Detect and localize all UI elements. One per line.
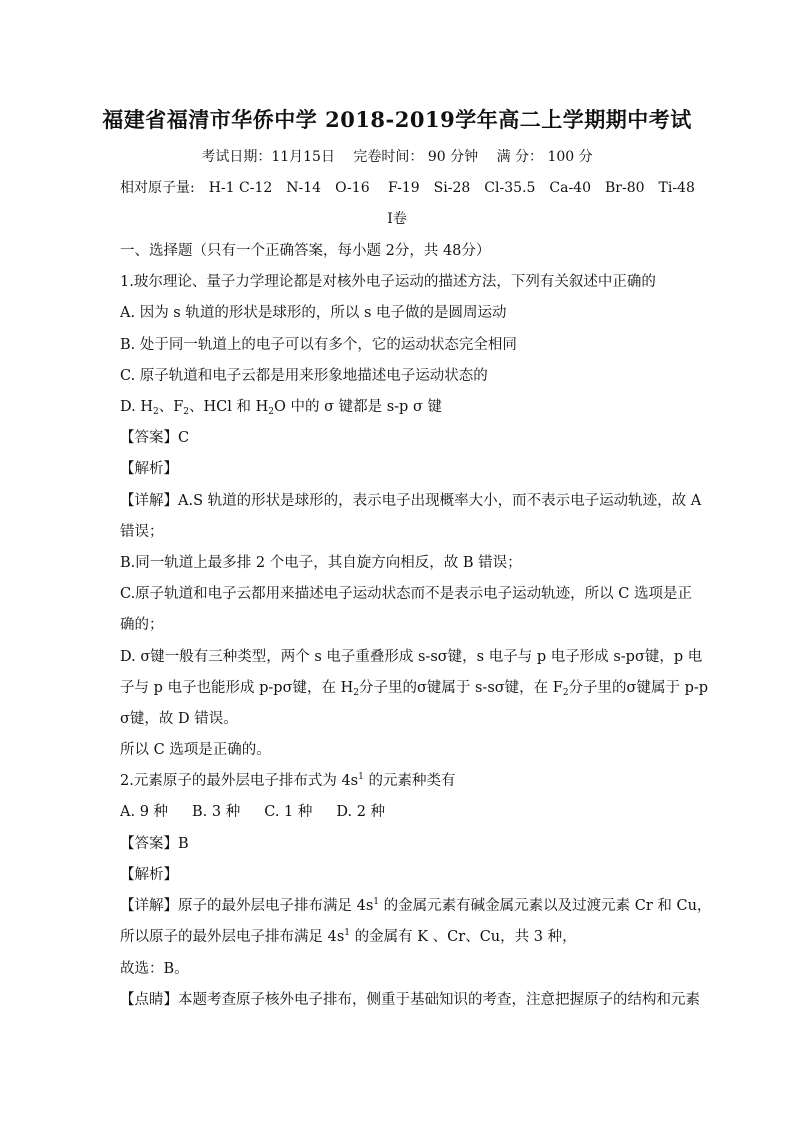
q1-detail-line: D. σ键一般有三种类型，两个 s 电子重叠形成 s-sσ键，s 电子与 p 电子形成 s-pσ键，p 电 [120, 649, 703, 665]
q2-option-b: B. 3 种 [192, 804, 241, 820]
exam-meta: 考试日期：11月15日 完卷时间： 90 分钟 满 分： 100 分 [201, 149, 593, 165]
q1-detail-line: 确的； [120, 617, 164, 633]
q1-stem: 1.玻尔理论、量子力学理论都是对核外电子运动的描述方法，下列有关叙述中正确的 [120, 274, 656, 290]
atomic-masses: 相对原子量: H-1 C-12 N-14 O-16 F-19 Si-28 Cl-35.5 Ca-40 Br-80 Ti-48 [120, 180, 695, 196]
q2-options [120, 800, 409, 821]
q2-option-c: C. 1 种 [264, 804, 313, 820]
q1-conclusion: 所以 C 选项是正确的。 [120, 742, 271, 758]
q2-comment: 【点睛】本题考查原子核外电子排布，侧重于基础知识的考查，注意把握原子的结构和元素 [120, 992, 700, 1008]
q2-detail-line: 故选：B。 [120, 961, 189, 977]
q1-detail-line: σ键，故 D 错误。 [120, 711, 238, 727]
q1-option-c: C. 原子轨道和电子云都是用来形象地描述电子运动状态的 [120, 368, 488, 384]
q1-detail-line: B.同一轨道上最多排 2 个电子，其自旋方向相反，故 B 错误； [120, 555, 522, 571]
q1-detail-line: 错误； [120, 524, 164, 540]
q1-option-d: D. $H_2$、$F_2$、HCl 和 $H_2O$ 中的 σ 键都是 s-p σ 键 [120, 399, 442, 417]
page-title: 福建省福清市华侨中学 2018-2019学年高二上学期期中考试 [102, 107, 692, 132]
q2-detail-line: 【详解】原子的最外层电子排布满足 $4s^1$ 的金属元素有碱金属元素以及过渡元素 Cr 和 Cu， [120, 897, 712, 914]
q2-detail-line: 所以原子的最外层电子排布满足 $4s^1$ 的金属有 K 、Cr、Cu，共 3 种， [120, 928, 577, 945]
q2-option-d: D. 2 种 [336, 804, 386, 820]
part-heading: 一、选择题（只有一个正确答案，每小题 2分，共 48分） [120, 243, 491, 259]
section-label: I卷 [387, 211, 407, 227]
q2-answer: 【答案】B [120, 836, 189, 852]
q1-detail-line: C.原子轨道和电子云都用来描述电子运动状态而不是表示电子运动轨迹，所以 C 选项是正 [120, 586, 692, 602]
q1-detail-line: 【详解】A.S 轨道的形状是球形的，表示电子出现概率大小，而不表示电子运动轨迹，故 A [120, 493, 702, 509]
q1-option-b: B. 处于同一轨道上的电子可以有多个，它的运动状态完全相同 [120, 337, 517, 353]
q1-answer: 【答案】C [120, 430, 190, 446]
q2-stem: 2.元素原子的最外层电子排布式为 $4s^1$ 的元素种类有 [120, 772, 456, 789]
q1-analysis-label: 【解析】 [120, 461, 178, 477]
q2-analysis-label: 【解析】 [120, 867, 178, 883]
q1-detail-line: 子与 p 电子也能形成 p-pσ键，在 $H_2$分子里的σ键属于 s-sσ键，在 $F_2$分子里的σ键属于 p-p [120, 680, 709, 698]
q1-option-a: A. 因为 s 轨道的形状是球形的，所以 s 电子做的是圆周运动 [120, 305, 507, 321]
q2-option-a: A. 9 种 [120, 804, 169, 820]
